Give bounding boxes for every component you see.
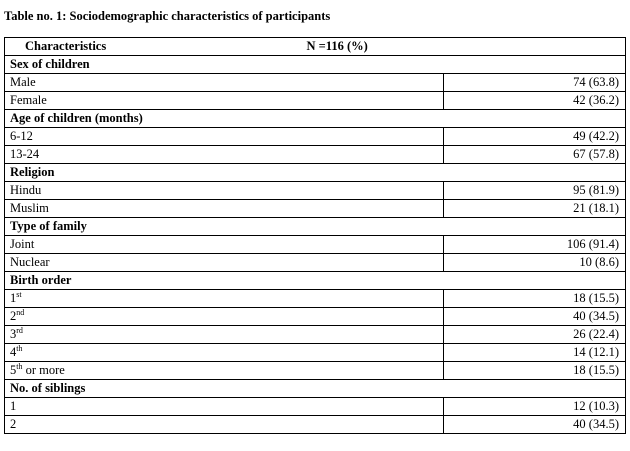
section-row xyxy=(5,56,626,74)
row-label-text: Muslim xyxy=(10,201,49,215)
row-value: 26 (22.4) xyxy=(444,326,626,344)
section-title: Type of family xyxy=(5,218,626,236)
section-title: Sex of children xyxy=(5,56,626,74)
section-title: Birth order xyxy=(5,272,626,290)
row-label-text: Male xyxy=(10,75,36,89)
row-value: 18 (15.5) xyxy=(444,290,626,308)
row-label xyxy=(5,182,444,200)
row-value: 95 (81.9) xyxy=(444,182,626,200)
row-value: 74 (63.8) xyxy=(444,74,626,92)
row-value: 18 (15.5) xyxy=(444,362,626,380)
demographics-table xyxy=(4,37,626,434)
table-row xyxy=(5,200,626,218)
ordinal-suffix: st xyxy=(16,289,22,299)
table-row xyxy=(5,146,626,164)
table-row xyxy=(5,290,626,308)
row-label xyxy=(5,92,444,110)
row-value: 40 (34.5) xyxy=(444,416,626,434)
section-title: Religion xyxy=(5,164,626,182)
row-label xyxy=(5,74,444,92)
table-header-row xyxy=(5,38,626,56)
row-label xyxy=(5,416,444,434)
row-value: 12 (10.3) xyxy=(444,398,626,416)
row-label-text: 1 xyxy=(10,291,17,305)
ordinal-suffix: th xyxy=(16,343,23,353)
row-label-text: 2 xyxy=(10,309,17,323)
row-label xyxy=(5,200,444,218)
row-label xyxy=(5,236,444,254)
table-row xyxy=(5,128,626,146)
row-label-text: Nuclear xyxy=(10,255,50,269)
row-value: 67 (57.8) xyxy=(444,146,626,164)
row-value: 42 (36.2) xyxy=(444,92,626,110)
row-label-text: 1 xyxy=(10,399,17,413)
row-label-suffix: or more xyxy=(22,363,65,377)
row-label xyxy=(5,308,444,326)
header-n xyxy=(306,38,626,56)
ordinal-suffix: nd xyxy=(16,307,25,317)
section-row xyxy=(5,380,626,398)
table-body xyxy=(5,56,626,434)
table-row xyxy=(5,254,626,272)
section-row xyxy=(5,164,626,182)
row-label xyxy=(5,326,444,344)
row-label-text: 3 xyxy=(10,327,17,341)
table-row xyxy=(5,362,626,380)
row-label-text: 2 xyxy=(10,417,17,431)
table-row xyxy=(5,344,626,362)
section-title: Age of children (months) xyxy=(5,110,626,128)
row-label-text: Joint xyxy=(10,237,35,251)
header-n-label: N =116 (%) xyxy=(306,39,368,53)
table-caption: Table no. 1: Sociodemographic characteristics of participants xyxy=(4,9,331,23)
row-label xyxy=(5,290,444,308)
table-row xyxy=(5,308,626,326)
row-label xyxy=(5,128,444,146)
row-value: 40 (34.5) xyxy=(444,308,626,326)
row-label-text: 13-24 xyxy=(10,147,40,161)
header-characteristics: Characteristics xyxy=(5,38,444,56)
ordinal-suffix: rd xyxy=(16,325,23,335)
row-value: 21 (18.1) xyxy=(444,200,626,218)
table-row xyxy=(5,74,626,92)
row-label xyxy=(5,344,444,362)
table-row xyxy=(5,326,626,344)
section-row xyxy=(5,272,626,290)
table-row xyxy=(5,182,626,200)
row-label-text: 5 xyxy=(10,363,17,377)
row-value: 14 (12.1) xyxy=(444,344,626,362)
table-row xyxy=(5,416,626,434)
row-label-text: Female xyxy=(10,93,47,107)
row-value: 10 (8.6) xyxy=(444,254,626,272)
row-label xyxy=(5,362,444,380)
row-value: 106 (91.4) xyxy=(444,236,626,254)
section-row xyxy=(5,218,626,236)
row-label-text: Hindu xyxy=(10,183,42,197)
section-title: No. of siblings xyxy=(5,380,626,398)
table-row xyxy=(5,92,626,110)
row-label-text: 4 xyxy=(10,345,17,359)
row-label-text: 6-12 xyxy=(10,129,33,143)
table-row xyxy=(5,398,626,416)
row-label xyxy=(5,398,444,416)
ordinal-suffix: th xyxy=(16,361,23,371)
row-label xyxy=(5,254,444,272)
section-row xyxy=(5,110,626,128)
row-label xyxy=(5,146,444,164)
row-value: 49 (42.2) xyxy=(444,128,626,146)
table-row xyxy=(5,236,626,254)
